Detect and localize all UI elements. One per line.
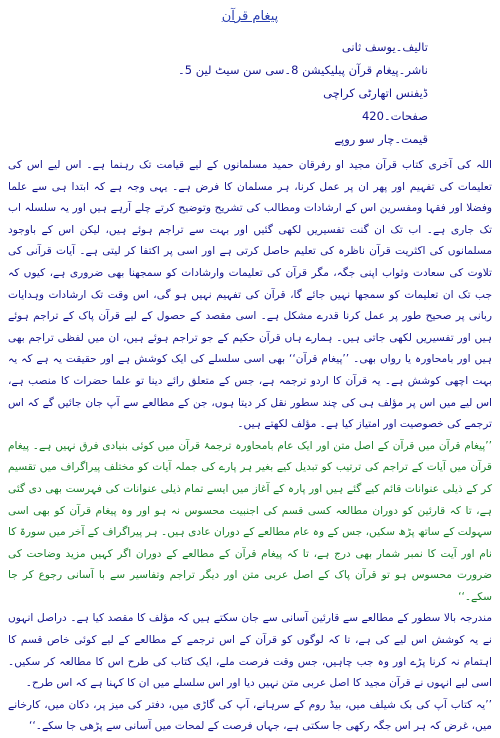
document-title: پیغام قرآن (221, 9, 279, 24)
meta-pages: صفحات۔420 (361, 109, 428, 123)
meta-author: تالیف۔یوسف ثانی (341, 40, 428, 54)
document-body (8, 155, 492, 738)
book-meta (8, 36, 428, 151)
paragraph-purpose: مندرجہ بالا سطور کے مطالعے سے قارئین آسانی سے جان سکتے ہیں کہ مؤلف کا مقصد کیا ہے۔ دراصل انہوں نے یہ کوشش اس لیے کی ہے، تا کہ لوگوں کو قرآن کے اس ترجمے کے مطالعے کے لیے کوئی خاص قسم کا اہتمام نہ کرنا پڑے اور وہ جب چاہیں، جس وقت فرصت ملے، ایک کتاب کی طرح اس کا مطالعہ کر سکیں۔ اسی لیے انہوں نے قرآن مجید کا اصل عربی متن نہیں دیا اور اس سلسلے میں ان کا کہنا ہے کہ اس طرح۔ (8, 612, 492, 690)
meta-address: ڈیفنس اتھارٹی کراچی (323, 86, 428, 100)
paragraph-closing-quote: ’’یہ کتاب آپ کی بک شیلف میں، بیڈ روم کے سرہانے، آپ کی گاڑی میں، دفتر کی میز پر، دکان میں، کارخانے میں، غرض کہ ہر اس جگہ رکھی جا سکتی ہے، جہاں فرصت کے لمحات میں آسانی سے پڑھی جا سکے۔‘‘ (8, 698, 492, 733)
meta-publisher: ناشر۔پیغام قرآن پبلیکیشن 8۔سی سن سیٹ لین 5۔ (177, 63, 428, 77)
paragraph-quote: ’’پیغام قرآن میں قرآن کے اصل متن اور ایک عام بامحاورہ ترجمۂ قرآن میں کوئی بنیادی فرق نہیں ہے۔ پیغام قرآن میں آیات کے تراجم کی ترتیب کو تبدیل کیے بغیر ہر پارے کی جملہ آیات کو مختلف پیراگراف میں تقسیم کر کے ذیلی عنوانات قائم کیے گئے ہیں اور پارہ کے آغاز میں ایسے تمام ذیلی عنوانات کی فہرست بھی دی گئی ہے، تا کہ قارئین کو دوران مطالعہ کسی قسم کی اجنبیت محسوس نہ ہو اور وہ پیغام قرآن کو بھی اسی سہولت کے ساتھ پڑھ سکیں، جس کے وہ عام مطالعے کے دوران عادی ہیں۔ ہر پیراگراف کے آخر میں سورۃ کا نام اور آیت کا نمبر شمار بھی درج ہے، تا کہ پیغام قرآن کے مطالعے کے دوران اگر کہیں مزید وضاحت کی ضرورت محسوس ہو تو قرآن پاک کے اصل عربی متن اور دیگر تراجم وتفاسیر سے با آسانی رجوع کر جا سکے۔‘‘ (8, 439, 492, 603)
paragraph-intro: اللہ کی آخری کتاب قرآن مجید او رفرقان حمید مسلمانوں کے لیے قیامت تک رہنما ہے۔ اس لیے اس کی تعلیمات کی تفہیم اور پھر ان پر عمل کرنا، ہر مسلمان کا فرض ہے۔ یہی وجہ ہے کہ ابتدا ہی سے علما وفضلا اور فقہا ومفسرین اس کے ارشادات ومطالب کی تشریح وتوضیح کرتے چلے آرہے ہیں اور یہ سلسلہ اب تک جاری ہے۔ اب تک ان گنت تفسیریں لکھی گئیں اور بہت سے تراجم ہوئے ہیں، لیکن اس کے باوجود مسلمانوں کی اکثریت قرآن ناظرہ کی تعلیم حاصل کرتی ہے اور اسی پر اکتفا کر لیتی ہے۔ آیات قرآنی کی تلاوت کی سعادت وثواب اپنی جگہ، مگر قرآن کی تعلیمات وارشادات کو سمجھنا بھی ضروری ہے، کیوں کہ جب تک ان تعلیمات کو سمجھا نہیں جائے گا، قرآن کی تفہیم نہیں ہو گی، اس وقت تک ارشادات وہدایات ربانی پر صحیح طور پر عمل کرنا قدرے مشکل ہے۔ اسی مقصد کے حصول کے لیے قرآن پاک کے تراجم ہوئے ہیں اور تفسیریں لکھی جاتی ہیں۔ ہمارے ہاں قرآن حکیم کے جو تراجم ہوئے ہیں، ان میں لفظی تراجم بھی ہیں اور بامحاورہ یا رواں بھی۔ ’’پیغام قرآن‘‘ بھی اسی سلسلے کی ایک کوشش ہے اور حقیقت یہ ہے کہ یہ بہت اچھی کوشش ہے۔ یہ قرآن کا اردو ترجمہ ہے، جس کے متعلق رائے دینا تو علما حضرات کا منصب ہے، اس لیے میں اس پر مؤلف ہی کی چند سطور نقل کر دیتا ہوں، جن کے مطالعے سے آپ جان جائیں گے کہ اس ترجمے کی خصوصیت اور امتیاز کیا ہے۔ مؤلف لکھتے ہیں۔ (8, 159, 492, 431)
meta-price: قیمت۔چار سو روپے (334, 132, 428, 146)
